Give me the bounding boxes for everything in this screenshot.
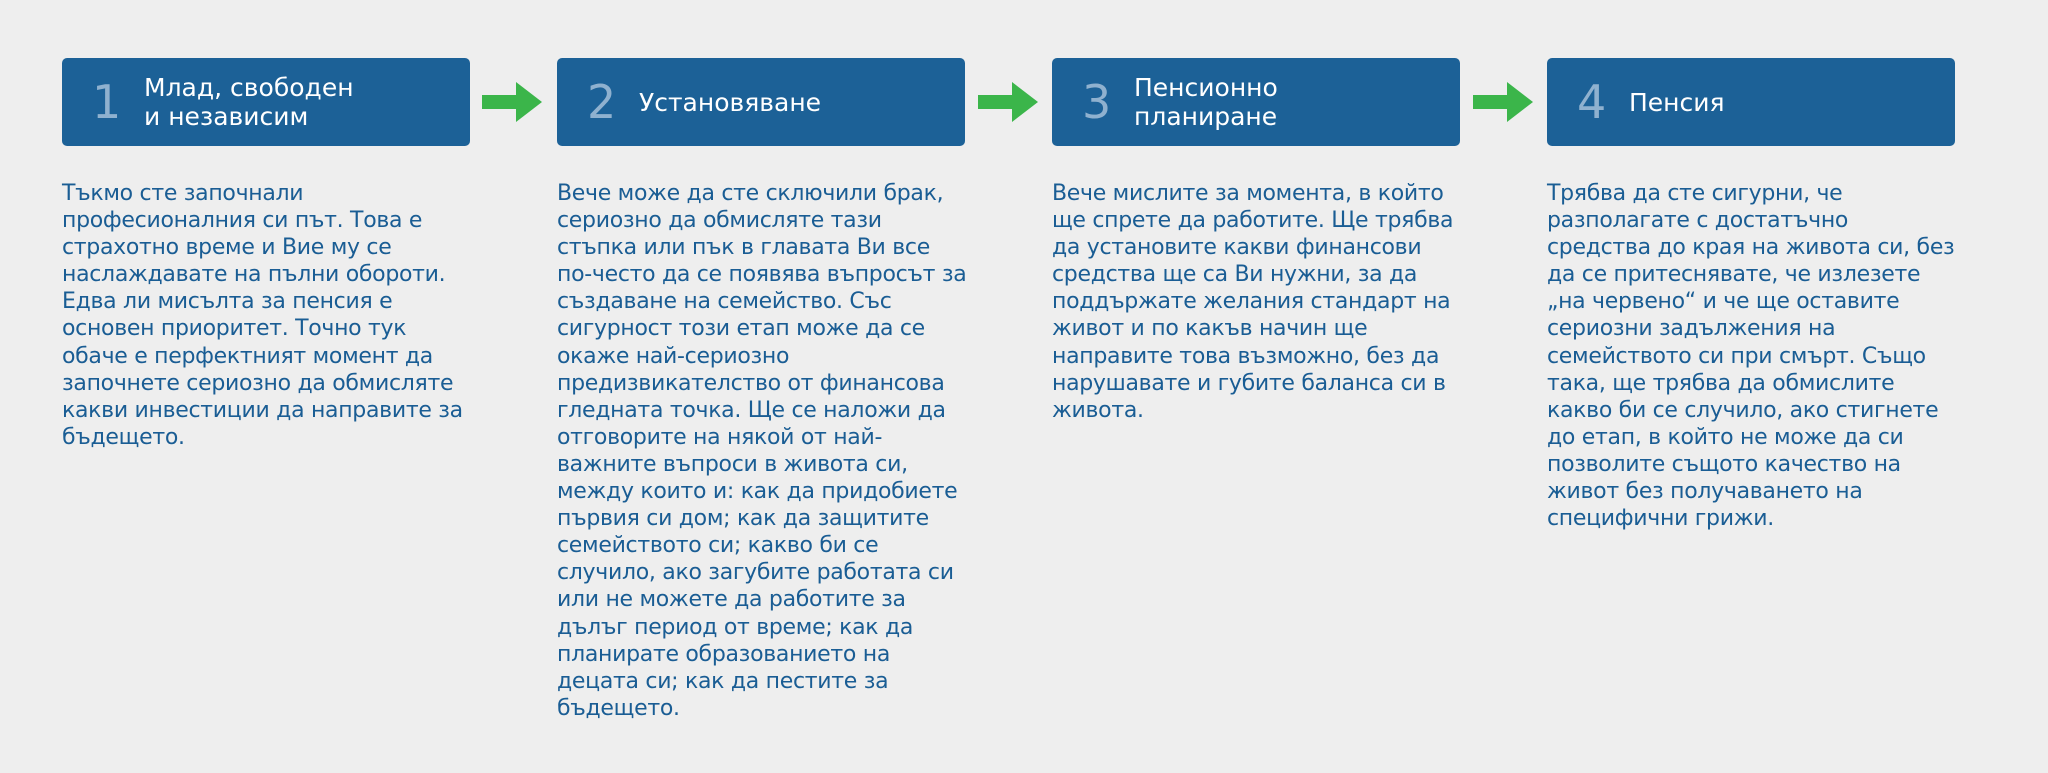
- step-2-number: 2: [587, 75, 617, 129]
- step-2-header: [557, 58, 965, 146]
- step-4-title: Пенсия: [1629, 87, 1725, 117]
- step-4-number: 4: [1577, 75, 1607, 129]
- step-1-header: [62, 58, 470, 146]
- step-3-title: Пенсионно планиране: [1134, 73, 1278, 131]
- step-3-header: [1052, 58, 1460, 146]
- step-1-number: 1: [92, 75, 122, 129]
- step-4-header: [1547, 58, 1955, 146]
- arrow-right-icon: [1471, 82, 1535, 122]
- step-2-title: Установяване: [639, 87, 822, 117]
- step-3-description: Вече мислите за момента, в който ще спрете да работите. Ще трябва да установите какви финансови средства ще са Ви нужни, за да поддържате желания стандарт на живот и по какъв начин ще направите това възможно, без да нарушавате и губите баланса си в живота.: [1052, 181, 1454, 423]
- arrow-right-icon: [976, 82, 1040, 122]
- step-2-description: Вече може да сте сключили брак, сериозно да обмисляте тази стъпка или пък в главата Ви все по-често да се появява въпросът за създаване на семейство. Със сигурност този етап може да се окаже най-сериозно предизвикателство от финансова гледната точка. Ще се наложи да отговорите на някой от най-важните въпроси в живота си, между които и: как да придобиете първия си дом; как да защитите семейството си; какво би се случило, ако загубите работата си или не можете да работите за дълъг период от време; как да планирате образованието на децата си; как да пестите за бъдещето.: [557, 181, 967, 721]
- step-1-title: Млад, свободен и независим: [144, 73, 354, 131]
- step-1-description: Тъкмо сте започнали професионалния си път. Това е страхотно време и Вие му се наслаждавате на пълни обороти. Едва ли мисълта за пенсия е основен приоритет. Точно тук обаче е перфектният момент да започнете сериозно да обмисляте какви инвестиции да направите за бъдещето.: [62, 181, 463, 450]
- step-3-number: 3: [1082, 75, 1112, 129]
- arrow-right-icon: [480, 82, 544, 122]
- step-4-description: Трябва да сте сигурни, че разполагате с достатъчно средства до края на живота си, без да се притеснявате, че излезете „на червено“ и че ще оставите сериозни задължения на семейството си при смърт. Също така, ще трябва да обмислите какво би се случило, ако стигнете до етап, в който не може да си позволите същото качество на живот без получаването на специфични грижи.: [1547, 181, 1955, 532]
